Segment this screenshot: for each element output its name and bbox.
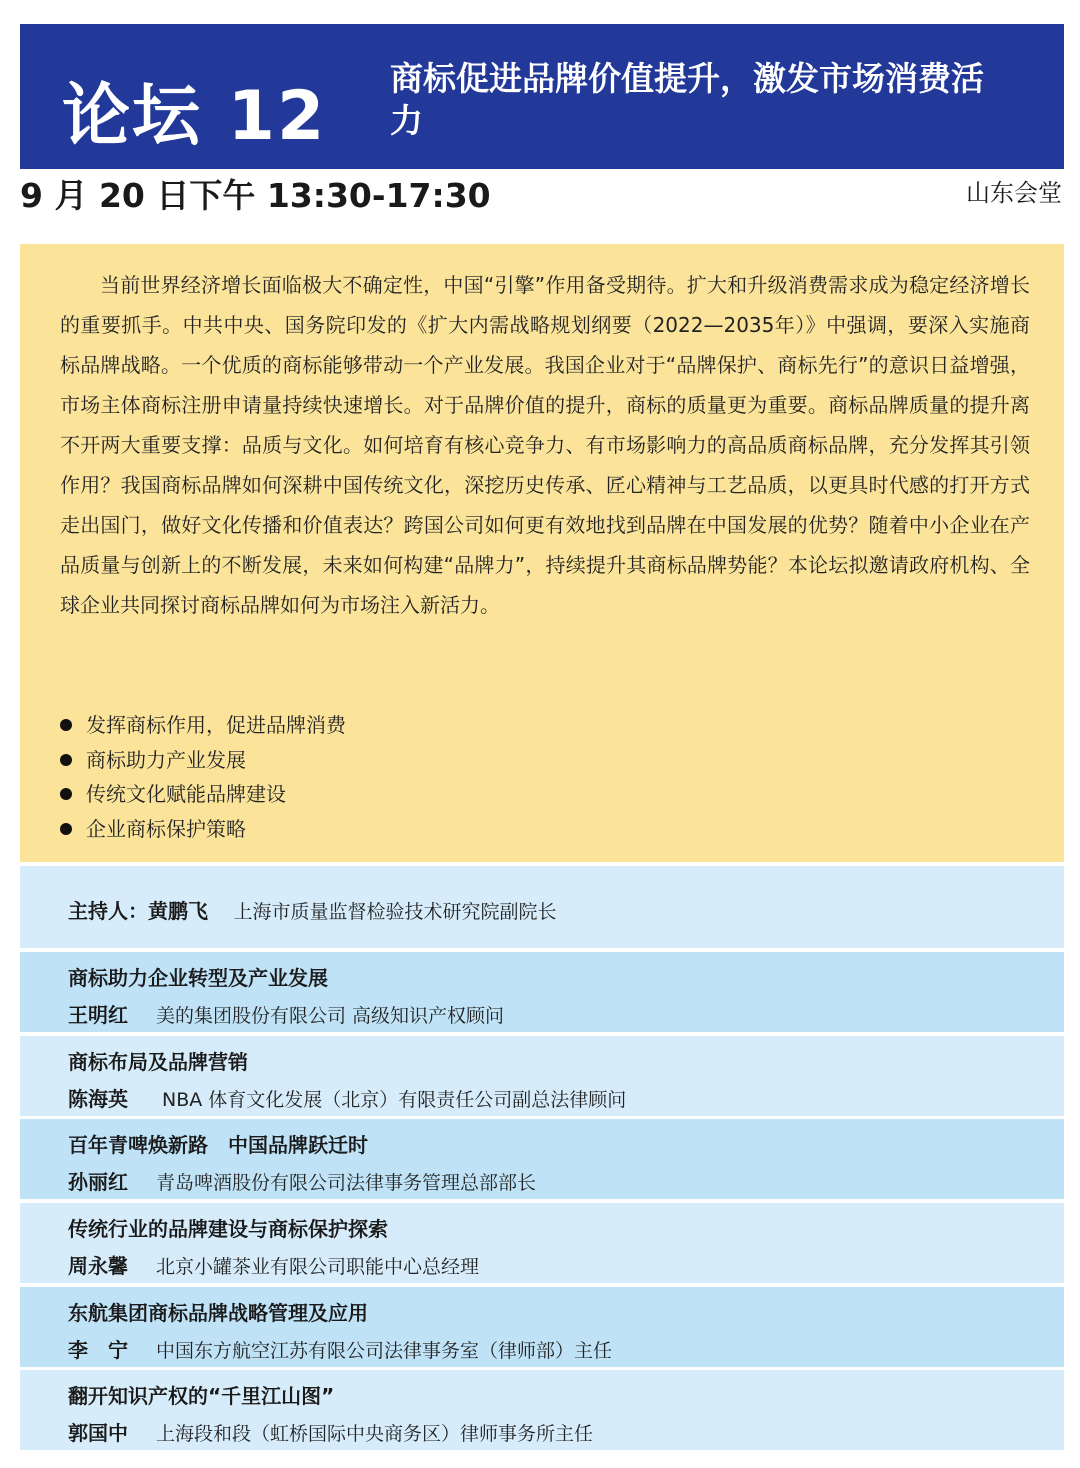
host-name: 黄鹏飞: [148, 899, 208, 923]
bullet-icon: [60, 754, 72, 766]
speaker-affiliation: NBA 体育文化发展（北京）有限责任公司副总法律顾问: [162, 1088, 627, 1111]
talk-row: [20, 1036, 1064, 1116]
host-affiliation: 上海市质量监督检验技术研究院副院长: [233, 901, 557, 923]
host-row: [20, 866, 1064, 948]
session-venue: 山东会堂: [966, 179, 1062, 207]
topic-item: [60, 812, 346, 847]
speaker-affiliation: 美的集团股份有限公司 高级知识产权顾问: [156, 1005, 505, 1027]
talk-row: [20, 1370, 1064, 1450]
talk-title: 商标布局及品牌营销: [68, 1049, 248, 1074]
bullet-icon: [60, 719, 72, 731]
talk-title: 百年青啤焕新路 中国品牌跃迁时: [68, 1133, 368, 1158]
talk-title: 传统行业的品牌建设与商标保护探索: [68, 1217, 388, 1242]
topic-label: 发挥商标作用，促进品牌消费: [86, 713, 346, 737]
topic-label: 传统文化赋能品牌建设: [86, 782, 286, 806]
talk-title: 商标助力企业转型及产业发展: [68, 966, 328, 990]
topic-list: [60, 708, 346, 846]
talk-speaker-line: [68, 1083, 626, 1112]
speaker-name: 李 宁: [68, 1337, 128, 1362]
talk-row: [20, 1119, 1064, 1199]
talk-speaker-line: [68, 1334, 612, 1363]
topic-label: 商标助力产业发展: [86, 747, 246, 772]
talk-speaker-line: [68, 1417, 593, 1446]
speaker-affiliation: 青岛啤酒股份有限公司法律事务管理总部部长: [156, 1172, 537, 1195]
host-line: [68, 895, 556, 924]
speaker-name: 陈海英: [68, 1086, 128, 1111]
talk-row: [20, 1287, 1064, 1367]
bullet-icon: [60, 823, 72, 835]
topic-label: 企业商标保护策略: [86, 816, 246, 841]
speaker-name: 孙丽红: [68, 1170, 128, 1195]
talk-row: [20, 952, 1064, 1032]
talk-title: 东航集团商标品牌战略管理及应用: [68, 1300, 368, 1325]
speaker-affiliation: 北京小罐茶业有限公司职能中心总经理: [156, 1256, 480, 1279]
intro-section: [20, 244, 1064, 862]
talk-speaker-line: [68, 1250, 479, 1279]
forum-number: 论坛 12: [62, 77, 327, 156]
host-label: 主持人：: [68, 899, 148, 923]
talk-row: [20, 1203, 1064, 1283]
speaker-name: 郭国中: [68, 1421, 128, 1446]
forum-title: 商标促进品牌价值提升，激发市场消费活力: [390, 59, 984, 140]
session-time: 9 月 20 日下午 13:30-17:30: [20, 176, 491, 215]
speaker-affiliation: 上海段和段（虹桥国际中央商务区）律师事务所主任: [156, 1423, 594, 1446]
talk-speaker-line: [68, 1166, 536, 1195]
header-banner: [20, 24, 1064, 169]
schedule-section: [20, 866, 1064, 1454]
bullet-icon: [60, 788, 72, 800]
topic-item: [60, 743, 346, 778]
talk-title: 翻开知识产权的“千里江山图”: [68, 1384, 335, 1409]
intro-paragraph: 当前世界经济增长面临极大不确定性，中国“引擎”作用备受期待。扩大和升级消费需求成为稳定经济增长的重要抓手。中共中央、国务院印发的《扩大内需战略规划纲要（2022—2035年）》中强调，要深入实施商标品牌战略。一个优质的商标能够带动一个产业发展。我国企业对于“品牌保护、商标先行”的意识日益增强，市场主体商标注册申请量持续快速增长。对于品牌价值的提升，商标的质量更为重要。商标品牌质量的提升离不开两大重要支撑：品质与文化。如何培育有核心竞争力、有市场影响力的高品质商标品牌，充分发挥其引领作用？我国商标品牌如何深耕中国传统文化，深挖历史传承、匠心精神与工艺品质，以更具时代感的打开方式走出国门，做好文化传播和价值表达？跨国公司如何更有效地找到品牌在中国发展的优势？随着中小企业在产品质量与创新上的不断发展，未来如何构建“品牌力”，持续提升其商标品牌势能？本论坛拟邀请政府机构、全球企业共同探讨商标品牌如何为市场注入新活力。: [60, 273, 1030, 617]
topic-item: [60, 708, 346, 743]
speaker-affiliation: 中国东方航空江苏有限公司法律事务室（律师部）主任: [156, 1339, 613, 1362]
talk-speaker-line: [68, 999, 504, 1028]
speaker-name: 周永馨: [68, 1254, 128, 1279]
topic-item: [60, 777, 346, 812]
speaker-name: 王明红: [68, 1003, 128, 1027]
